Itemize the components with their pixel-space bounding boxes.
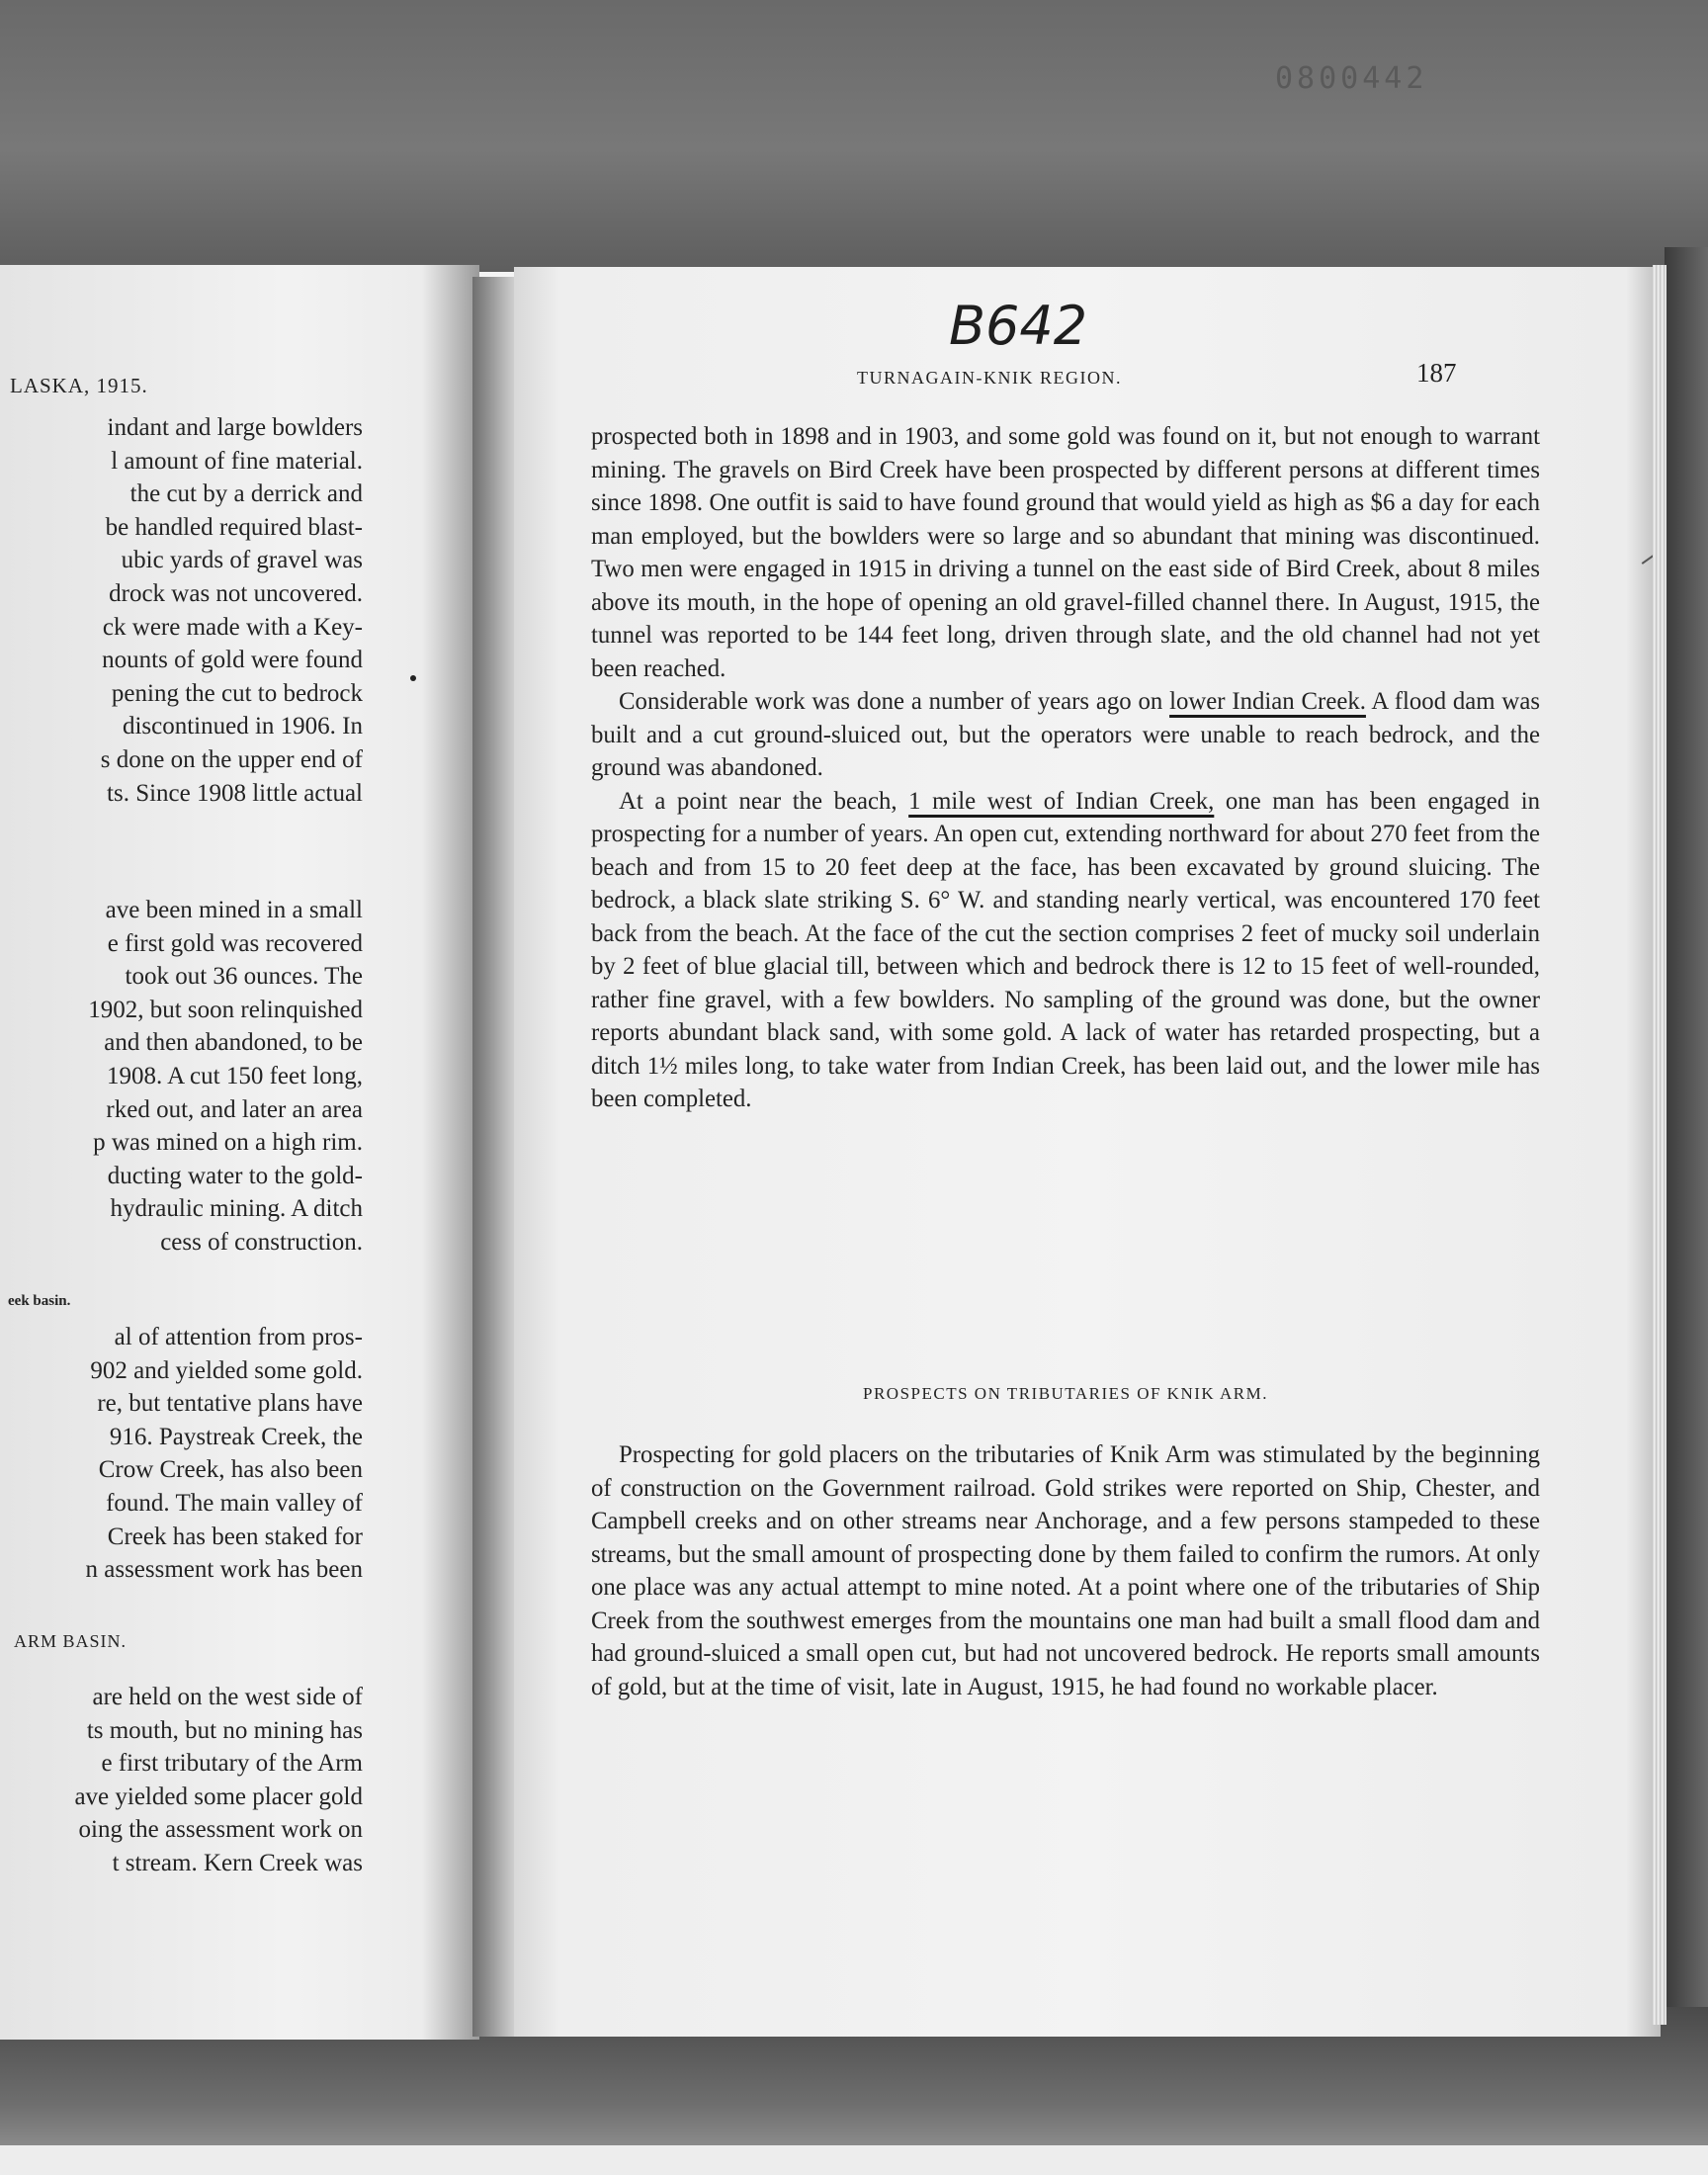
paragraph-2 [591, 685, 1540, 785]
left-page [0, 265, 479, 2040]
paragraph-4: Prospecting for gold placers on the tributaries of Knik Arm was stimulated by the beginning of construction on the Government railroad. Gold strikes were reported on Ship, Chester, and Campbell creeks and on other streams near Anchorage, and a few persons stampeded to these streams, but the small amount of prospecting done by them failed to confirm the rumors. At only one place was any actual attempt to mine noted. At a point where one of the tributaries of Ship Creek from the southwest emerges from the mountains one man had built a small flood dam and had ground-sluiced a small open cut, but had not uncovered bedrock. He reports small amounts of gold, but at the time of visit, late in August, 1915, he had found no workable placer. [591, 1441, 1540, 1700]
left-text-line: Crow Creek, has also been [98, 1456, 363, 1484]
left-text-line: 916. Paystreak Creek, the [109, 1423, 363, 1450]
left-text-line: ave yielded some placer gold [74, 1783, 363, 1810]
paragraph-1: prospected both in 1898 and in 1903, and some gold was found on it, but not enough to warrant mining. The gravels on Bird Creek have been prospected by different persons at different times since 1898. One outfit is said to have found ground that would yield as high as $6 a day for each man employed, but the bowlders were so large and so abundant that mining was discontinued. Two men were engaged in 1915 in driving a tunnel on the east side of Bird Creek, about 8 miles above its mouth, in the hope of opening an old gravel-filled channel there. In August, 1915, the tunnel was reported to be 144 feet long, driven through slate, and the old channel had not yet been reached. [591, 423, 1540, 682]
left-text-line: n assessment work has been [85, 1556, 363, 1584]
scan-background-top [0, 0, 1708, 272]
right-page [514, 267, 1661, 2037]
left-text-line: ave been mined in a small [105, 897, 363, 923]
left-text-line: are held on the west side of [92, 1684, 363, 1710]
left-text-line: ck were made with a Key- [102, 613, 363, 641]
left-text-line: ts mouth, but no mining has [86, 1716, 363, 1744]
left-text-line: 1902, but soon relinquished [88, 996, 363, 1023]
left-text-line: the cut by a derrick and [129, 480, 363, 508]
body-text-2 [591, 1438, 1540, 1703]
left-text-line: be handled required blast- [105, 513, 363, 541]
paragraph-3-end: one man has been engaged in prospecting for a number of years. An open cut, extending northward for about 270 feet from the beach and from 15 to 20 feet deep at the face, has been excavated by ground sluicing. The bedrock, a black slate striking S. 6° W. and standing nearly vertical, was encountered 170 feet back from the beach. At the face of the cut the section comprises 2 feet of mucky soil underlain by 2 feet of blue glacial till, between which and bedrock there is 12 to 15 feet of well-rounded, rather fine gravel, with a few bowlders. No sampling of the ground was done, but the owner reports abundant black sand, with some gold. A lack of water has retarded prospecting, but a ditch 1½ miles long, to take water from Indian Creek, has been laid out, and the lower mile has been completed. [591, 787, 1540, 1112]
left-text-line: drock was not uncovered. [109, 580, 363, 607]
left-text-line: found. The main valley of [106, 1490, 363, 1517]
left-text-line: al of attention from pros- [114, 1324, 363, 1350]
left-text-line: pening the cut to bedrock [111, 679, 363, 707]
left-text-line: indant and large bowlders [107, 414, 363, 441]
body-text [591, 420, 1540, 1116]
underlined-1-mile-west: 1 mile west of Indian Creek, [908, 787, 1215, 815]
left-section-heading: ARM BASIN. [14, 1631, 128, 1651]
left-text-line: ts. Since 1908 little actual [107, 779, 363, 807]
left-text-line: t stream. Kern Creek was [112, 1850, 363, 1876]
left-text-line: 1908. A cut 150 feet long, [107, 1063, 363, 1089]
paragraph-3-start: At a point near the beach, [619, 787, 909, 815]
left-text-line: e first gold was recovered [107, 929, 363, 957]
paragraph-2-end: A flood dam was built and a cut ground-sluiced out, but the operators were unable to reach bedrock, and the ground was abandoned. [591, 688, 1540, 781]
running-head: TURNAGAIN-KNIK REGION. [857, 368, 1122, 388]
left-text-line: re, but tentative plans have [97, 1390, 363, 1418]
left-text-line: took out 36 ounces. The [125, 963, 363, 991]
section-heading: PROSPECTS ON TRIBUTARIES OF KNIK ARM. [863, 1384, 1268, 1403]
scan-bottom-strip [0, 2145, 1708, 2175]
left-text-line: 902 and yielded some gold. [90, 1356, 363, 1384]
faded-stamp-number: 0800442 [1275, 61, 1428, 96]
left-text-line: hydraulic mining. A ditch [110, 1195, 363, 1223]
left-text-line: oing the assessment work on [78, 1816, 363, 1844]
page-edge [1653, 265, 1666, 2025]
left-page-header: LASKA, 1915. [10, 374, 148, 397]
left-text-line: and then abandoned, to be [104, 1029, 363, 1057]
left-text-line: l amount of fine material. [111, 447, 363, 475]
left-text-line: e first tributary of the Arm [101, 1750, 363, 1778]
left-text-line: s done on the upper end of [100, 746, 363, 773]
left-text-line: cess of construction. [160, 1229, 363, 1256]
left-text-line: discontinued in 1906. In [122, 713, 363, 740]
handwritten-note: B642 [949, 295, 1088, 357]
handwritten-note-graphic [921, 267, 1198, 376]
paragraph-3 [591, 785, 1540, 1116]
paragraph-2-start: Considerable work was done a number of years ago on [619, 688, 1170, 715]
scan-background-right [1665, 247, 1708, 2027]
left-text-line: ducting water to the gold- [107, 1162, 363, 1189]
left-text-line: Creek has been staked for [107, 1522, 363, 1550]
left-subheading: eek basin. [8, 1293, 71, 1309]
left-text-line: p was mined on a high rim. [93, 1129, 363, 1157]
left-text-line: rked out, and later an area [106, 1095, 363, 1123]
left-text-line: nounts of gold were found [102, 647, 363, 674]
page-number: 187 [1416, 358, 1457, 388]
ink-mark [410, 675, 416, 681]
left-text-line: ubic yards of gravel was [121, 547, 363, 574]
underlined-lower-indian-creek: lower Indian Creek. [1169, 688, 1366, 715]
